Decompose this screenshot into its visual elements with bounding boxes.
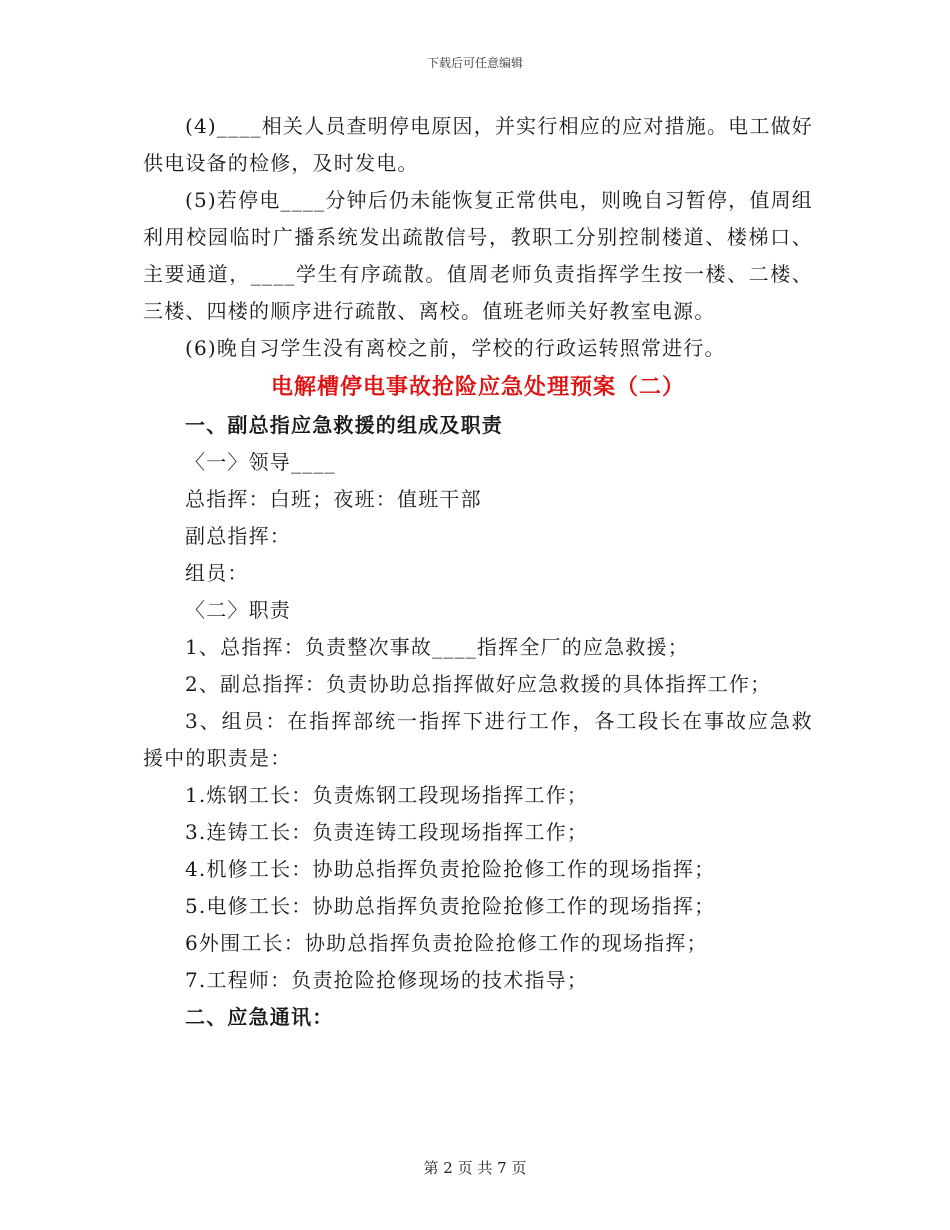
heading-organization: 一、副总指应急救援的组成及职责 (185, 413, 503, 437)
page-number-footer: 第 2 页 共 7 页 (423, 1159, 527, 1177)
role-item-7: 7.工程师：负责抢险抢修现场的技术指导； (185, 968, 589, 992)
paragraph-6: (6)晚自习学生没有离校之前，学校的行政运转照常进行。 (185, 336, 726, 360)
leadership-label: 〈一〉领导____ (185, 450, 336, 474)
deputy-commander-line: 副总指挥： (185, 524, 291, 548)
page-header-note: 下载后可任意编辑 (426, 56, 523, 70)
section-title: 电解槽停电事故抢险应急处理预案（二） (270, 374, 685, 400)
role-item-1: 1.炼钢工长：负责炼钢工段现场指挥工作； (185, 783, 589, 807)
document-body (143, 108, 813, 1036)
paragraph-5: (5)若停电____分钟后仍未能恢复正常供电，则晚自习暂停，值周组利用校园临时广播系统发出疏散信号，教职工分别控制楼道、楼梯口、主要通道，____学生有序疏散。值周老师负责指挥学生按一楼、二楼、三楼、四楼的顺序进行疏散、离校。值班老师关好教室电源。 (143, 188, 813, 323)
members-line: 组员： (185, 561, 249, 585)
paragraph-4: (4)____相关人员查明停电原因，并实行相应的应对措施。电工做好供电设备的检修，及时发电。 (143, 114, 813, 175)
role-item-6: 6外围工长：协助总指挥负责抢险抢修工作的现场指挥； (185, 931, 708, 955)
duties-label: 〈二〉职责 (185, 598, 291, 622)
role-item-3: 3.连铸工长：负责连铸工段现场指挥工作； (185, 820, 589, 844)
duty-item-3: 3、组员：在指挥部统一指挥下进行工作，各工段长在事故应急救援中的职责是： (143, 709, 813, 770)
role-item-5: 5.电修工长：协助总指挥负责抢险抢修工作的现场指挥； (185, 894, 716, 918)
heading-communication: 二、应急通讯： (185, 1005, 334, 1029)
duty-item-1: 1、总指挥：负责整次事故____指挥全厂的应急救援； (185, 635, 689, 659)
commander-line: 总指挥：白班；夜班：值班干部 (185, 487, 482, 511)
role-item-4: 4.机修工长：协助总指挥负责抢险抢修工作的现场指挥； (185, 857, 716, 881)
duty-item-2: 2、副总指挥：负责协助总指挥做好应急救援的具体指挥工作； (185, 672, 772, 696)
